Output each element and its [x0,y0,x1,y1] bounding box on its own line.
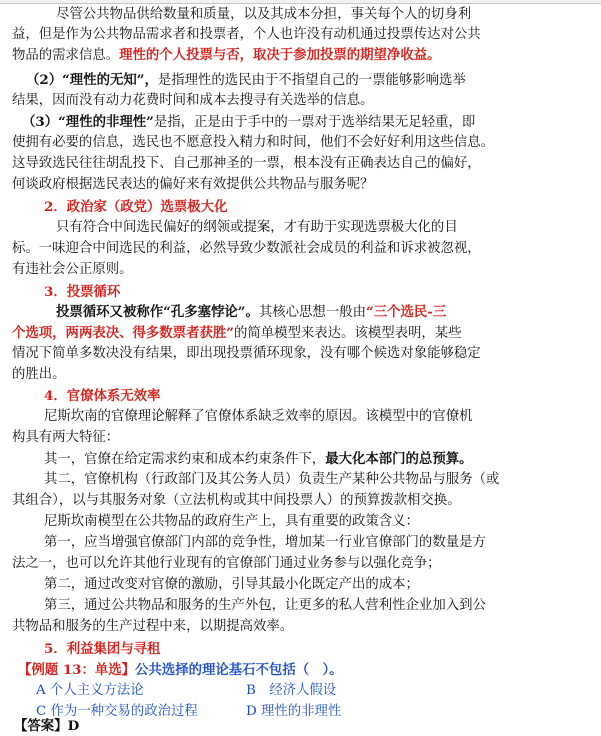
section4-line10: 第三，通过公共物品和服务的生产外包，让更多的私人营利性企业加入到公 [44,598,486,613]
section3-line4: 的胜出。 [12,367,66,382]
option-d: D 理性的非理性 [246,704,342,719]
point3-line1 [22,112,601,133]
top-border [0,0,601,4]
section4-line1: 尼斯坎南的官僚理论解释了官僚体系缺乏效率的原因。该模型中的官僚机 [44,409,473,424]
section4-heading: 4．官僚体系无效率 [44,388,161,404]
point2-line1-rest: 是指理性的选民由于不指望自己的一票能够影响选举 [157,73,466,88]
point3-line1-rest: 是指，正是由于手中的一票对于选举结果无足轻重，即 [153,115,476,130]
answer-value: D [67,718,80,734]
section4-line9: 第二，通过改变对官僚的激励，引导其最小化既定产出的成本； [44,577,419,592]
section4-line11: 共物品和服务的生产过程中来，以期提高效率。 [12,619,294,634]
point3-line2: 使拥有必要的信息，选民也不愿意投入精力和时间，他们不会好好利用这些信息。 [12,135,495,150]
section3-line2-rest: 的简单模型来表达。该模型表明，某些 [233,326,462,341]
section3-heading: 3．投票循环 [44,284,121,300]
answer-label: 【答案】 [14,718,68,734]
section5-heading: 5．利益集团与寻租 [44,641,161,657]
section2-heading: 2．政治家（政党）选票极大化 [44,199,228,215]
point3-line4: 何谈政府根据选民表达的偏好来有效提供公共物品与服务呢？ [12,177,374,192]
section2-line3: 有违社会公正原则。 [12,262,133,277]
paragraph1-key-point: 理性的个人投票与否，取决于参加投票的期望净收益。 [119,47,441,63]
point3-label: （3）“理性的非理性” [22,114,154,130]
section3-model-part1: “三个选民-三 [366,304,447,320]
point2-label: （2）“理性的无知”， [26,72,158,88]
answer-line [14,716,214,736]
paragraph1-line3 [12,45,601,66]
section4-line2: 构具有两大特征： [12,430,120,445]
section4-line5: 其组合），以与其服务对象（立法机构或其中间投票人）的预算拨款相交换。 [12,493,461,508]
section4-line3-bold: 最大化本部门的总预算。 [325,451,473,467]
section3-line3: 情况下简单多数决没有结果，即出现投票循环现象，没有哪个候选对象能够稳定 [12,346,481,361]
option-b: B 经济人假设 [246,683,337,698]
section4-line3 [44,449,601,470]
section4-line4: 其二，官僚机构（行政部门及其公务人员）负责生产某种公共物品与服务（或 [44,472,500,487]
section3-term: 投票循环又被称作“孔多塞悖论”。 [56,304,259,320]
section4-line3-prefix: 其一，官僚在给定需求约束和成本约束条件下， [44,452,326,467]
point2-line1 [26,70,601,91]
example-question-line [18,660,601,681]
example-tag: 【例题 13：单选】 [18,662,136,678]
section3-line1-mid: 其核心思想一般由 [258,305,366,320]
section4-line8: 法之一，也可以允许其他行业现有的官僚部门通过业务参与以强化竞争； [12,556,441,571]
section3-line1 [56,302,601,323]
paragraph1-line1: 尽管公共物品供给数量和质量，以及其成本分担，事关每个人的切身利 [56,7,472,22]
section4-line6: 尼斯坎南模型在公共物品的政府生产上，具有重要的政策含义： [44,514,419,529]
paragraph1-line2: 益，但是作为公共物品需求者和投票者，个人也许没有动机通过投票传达对公共 [12,27,481,42]
section4-line7: 第一，应当增强官僚部门内部的竞争性，增加某一行业官僚部门的数量是方 [44,535,486,550]
section2-line2: 标。一味迎合中间选民的利益，必然导致少数派社会成员的利益和诉求被忽视， [12,241,481,256]
section3-model-part2: 个选项，两两表决、得多数票者获胜” [12,325,234,341]
paragraph1-line3-prefix: 物品的需求信息。 [12,48,120,63]
section2-line1: 只有符合中间选民偏好的纲领或提案，才有助于实现选票极大化的目 [56,220,458,235]
option-c: C 作为一种交易的政治过程 [36,704,198,719]
option-a: A 个人主义方法论 [36,683,144,698]
point2-line2: 结果，因而没有动力花费时间和成本去搜寻有关选举的信息。 [12,93,374,108]
section3-line2 [12,323,601,344]
point3-line3: 这导致选民往往胡乱投下、自己那神圣的一票，根本没有正确表达自己的偏好， [12,156,481,171]
example-question: 公共选择的理论基石不包括（ ）。 [135,662,343,678]
